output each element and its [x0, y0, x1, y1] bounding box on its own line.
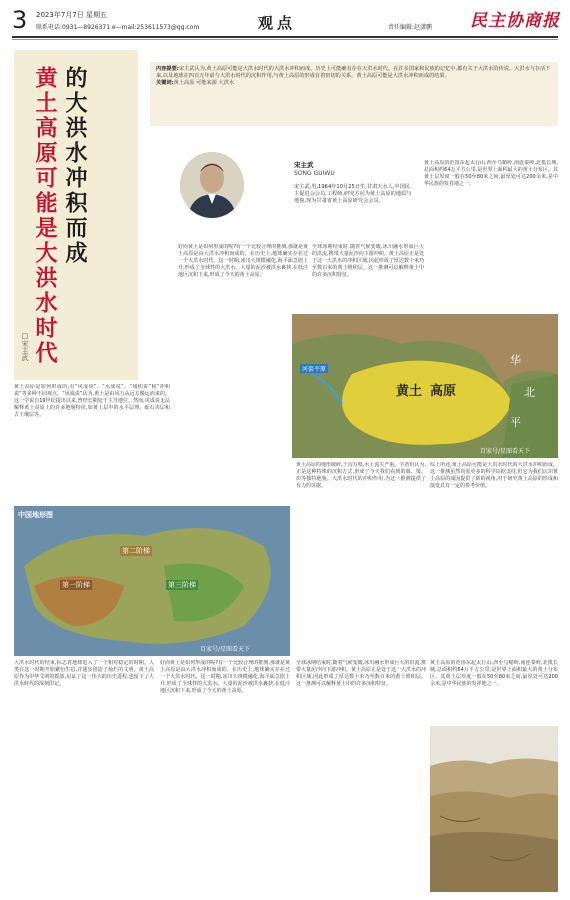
author-photo — [180, 152, 244, 218]
body-column-3: 全球冰期结束时,随着气候变暖,冰川融水形成巨大的洪流,携带大量泥沙向下游冲积。黄土高原正是处于这一大洪水的冲积区域,因此形成了厚达数十米乃至数百米的黄土堆积层。这一推测可以解释黄土中的许多沉积特征。 — [312, 244, 424, 278]
header-rule-thin — [12, 39, 558, 40]
map-label-bei: 北 — [524, 386, 535, 399]
abstract-label: 内容提要: — [156, 66, 179, 72]
editor-credit: 责任编辑:赵潇鹏 — [388, 24, 433, 31]
body-column-8: 全球冰期结束时,随着气候变暖,冰川融水形成巨大的洪流,携带大量泥沙向下游冲积。黄土高原正是处于这一大洪水的冲积区域,因此形成了厚达数十米乃至数百米的黄土堆积层。这一推测可以解释黄土中的许多沉积特征。 — [296, 660, 426, 687]
abstract-text: 宋主武认为,黄土高原可能是大洪水时代的大洪水冲积而成。历史上可能确有存在大洪水时代。在许多国家和民族的记忆中,都有关于大洪水的传说。大洪水与存活下来,以及地球在四百万年前与大洪水时代的沉积作用,与黄土高原的形成有着密切的关系。黄土高原可能是大洪水冲积而成的结果。 — [156, 66, 551, 80]
map-label-hua: 华 — [510, 354, 521, 367]
body-column-1: 黄土高原是如何形成的,有“风成说”、“水成说”、“残积说”和“冲积说”等多种不同观点。“风成说”认为,黄土是由风力从远方搬运而来的。这一学说自19世纪提出以来,曾经长期处于主导地位。然而,风成说无法解释黄土高原上的许多地貌特征,如黄土层中的水平层理、砾石夹层和古土壤层等。 — [14, 384, 170, 418]
map-label-huangtu: 黄土 — [396, 384, 423, 399]
loess-plateau-map — [292, 314, 558, 458]
issue-date: 2023年7月7日 星期五 — [36, 11, 107, 19]
map-label-gaoyuan: 高原 — [430, 384, 457, 399]
author-bio: 宋主武,男,1964年10月25日生,甘肃天水人,中国民主促进会会员,工程师,研究方向为黄土高原的地质与地貌,现为甘肃省黄土高原研究会会员。 — [294, 184, 412, 205]
headline-part-2: 黄土高原可能是大洪水时代 — [32, 66, 58, 366]
body-column-right-top: 黄土高原的范围东起太行山,西至乌鞘岭,南连秦岭,北抵长城,总面积约64万平方公里,是世界上面积最大的黄土分布区。其黄土层厚度一般在50至80米之间,最厚处可达200余米,是中华民族的发祥地之一。 — [424, 160, 558, 187]
section-title: 观点 — [258, 14, 297, 32]
newspaper-brand: 民主协商报 — [470, 11, 560, 31]
body-column-9: 黄土高原的范围东起太行山,西至乌鞘岭,南连秦岭,北抵长城,总面积约64万平方公里,是世界上面积最大的黄土分布区。其黄土层厚度一般在50至80米之间,最厚处可达200余米,是中华民族的发祥地之一。 — [430, 660, 558, 687]
body-column-5: 综上所述,黄土高原可能是大洪水时代的大洪水冲积而成。这一推测虽然尚需更多的科学证据支持,但它为我们认识黄土高原的成因提供了新的视角,对于研究黄土高原的形成和演变具有一定的参考价值。 — [430, 462, 558, 489]
map-credit: 百家号/星图看天下 — [480, 448, 531, 455]
china-map-title: 中国地形图 — [18, 511, 53, 519]
terrain-step-1: 第一阶梯 — [62, 581, 90, 589]
terrain-step-2: 第二阶梯 — [122, 547, 150, 555]
keywords-label: 关键词: — [156, 80, 174, 87]
byline: □宋主武 — [21, 332, 29, 361]
page-number: 3 — [12, 6, 28, 34]
contact-info: 联系电话:0931—8926371 e—mail:253611573@qq.com — [36, 24, 200, 31]
china-terrain-map — [14, 506, 290, 656]
map-label-ping: 平 — [510, 416, 521, 429]
body-column-6: 大洪水时代的结束,标志着地球进入了一个相对稳定的时期。人类在这一时期开始繁衍生息,并逐步创造了灿烂的文明。黄土高原作为中华文明的摇篮,见证了这一伟大的历史进程,也留下了大洪水时代的深刻印记。 — [14, 660, 154, 687]
loess-landscape-photo — [430, 726, 558, 892]
body-column-2: 好而黄土是如何形成的呢?有一个比较合理的推测,那就是黄土高原是由大洪水冲积而成的。在历史上,地球确实存在过一个大洪水时代。这一时期,冰川大规模融化,海平面急剧上升,形成了全球性的大洪水。大量的泥沙被洪水裹挟,在低洼地区沉积下来,形成了今天的黄土高原。 — [178, 244, 308, 278]
map-label-hetao: 河套平原 — [302, 366, 327, 373]
terrain-step-3: 第三阶梯 — [168, 581, 196, 589]
abstract-box — [150, 62, 558, 126]
header-rule — [12, 36, 558, 38]
keywords-text: 黄土高原 可能来源 大洪水 — [173, 80, 235, 87]
china-map-credit: 百家号/星图看天下 — [200, 646, 251, 653]
body-column-7: 好而黄土是如何形成的呢?有一个比较合理的推测,那就是黄土高原是由大洪水冲积而成的。在历史上,地球确实存在过一个大洪水时代。这一时期,冰川大规模融化,海平面急剧上升,形成了全球性的大洪水。大量的泥沙被洪水裹挟,在低洼地区沉积下来,形成了今天的黄土高原。 — [160, 660, 290, 694]
author-latin-name: SONG GUIWU — [294, 170, 335, 177]
author-name: 宋主武 — [294, 161, 314, 169]
body-column-4: 黄土高原的地形破碎,千沟万壑,水土流失严重。学者们认为,正是这种特殊的沉积方式,形成了今天我们看到的塬、梁、峁等独特地貌。大洪水时代的冲积作用,为这一推测提供了有力的证据。 — [296, 462, 426, 489]
headline-part-1: 的大洪水冲积而成 — [62, 66, 88, 266]
